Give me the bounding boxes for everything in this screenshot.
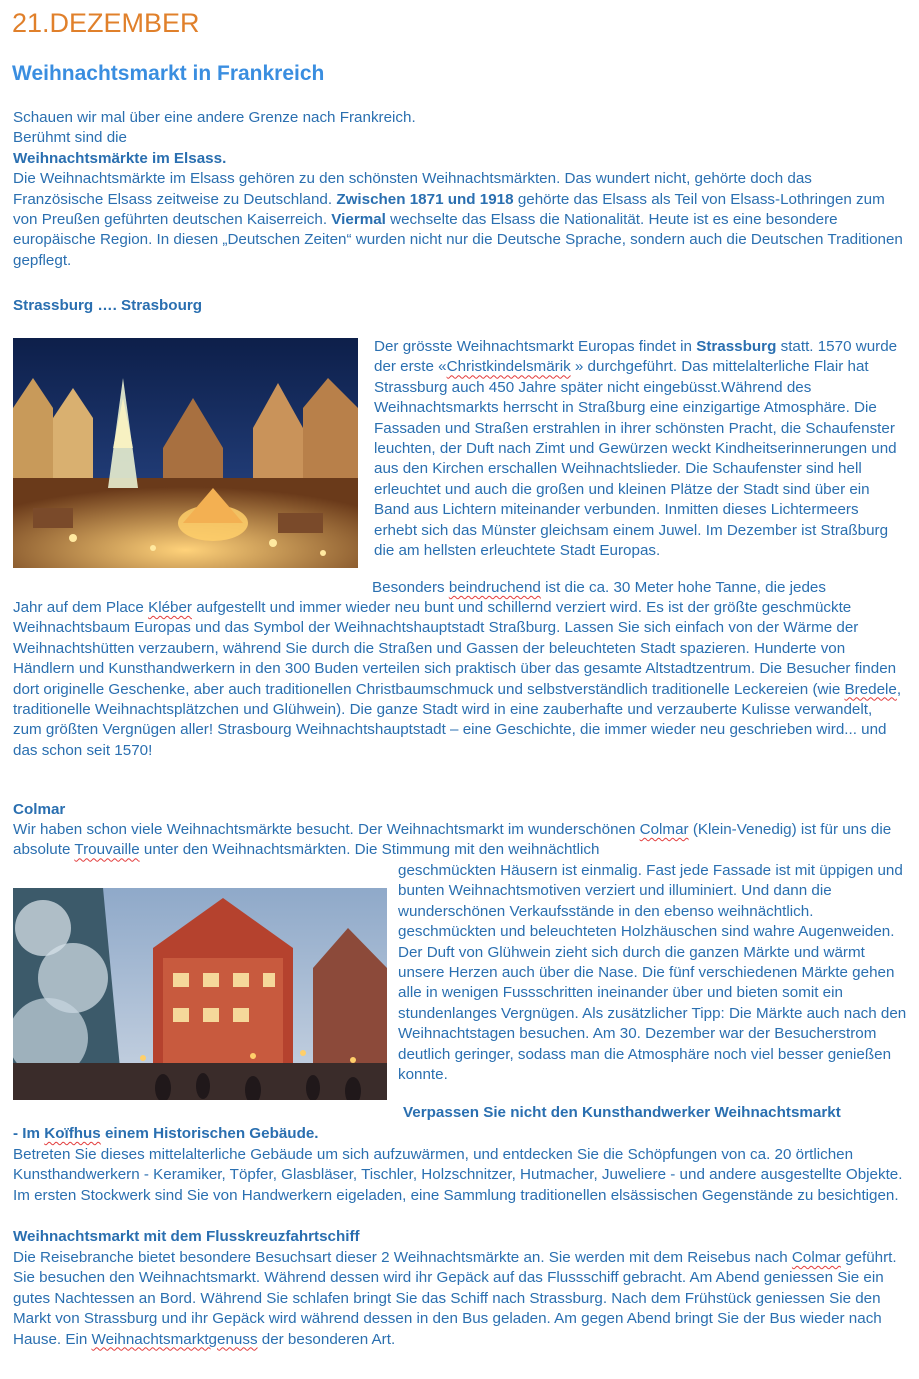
intro-line-2: Berühmt sind die (13, 129, 127, 147)
koifhus-heading: - Im Koïfhus einem Historischen Gebäude. (13, 1125, 319, 1142)
strassburg-paragraph-full: Jahr auf dem Place Kléber aufgestellt und immer wieder neu bunt und schillernd verziert wird. Es ist der größte geschmückte Weihnachtsbaum Europas und das Symbol der Weihnachtshauptstadt Straßburg. Lassen Sie sich einfach von der Wärme der Weihnachtshütten verzaubern, während Sie durch die Straßen und Gassen der beleuchteten Stadt spazieren. Hunderte von Händlern und Kunsthandwerkern in den 300 Buden verteilen sich praktisch über das gesamte Altstadtzentrum. Die Besucher finden dort originelle Geschenke, aber auch traditionellen Christbaumschmuck und selbstverständlich traditionelle Leckereien (wie Bredele, traditionelle Weihnachtsplätzchen und Glühwein). Die ganze Stadt wird in eine zauberhafte und verzauberte Kulisse verwandelt, zum größten Vergnügen aller! Strasbourg Weihnachtshauptstadt – eine Geschichte, die immer wieder neu geschrieben wird... und das schon seit 1570! (13, 599, 902, 759)
elsass-paragraph: Die Weihnachtsmärkte im Elsass gehören zu den schönsten Weihnachtsmärkten. Das wundert nicht, gehörte doch das Französische Elsass zeitweise zu Deutschland. Zwischen 1871 und 1918 gehörte das Elsass als Teil von Elsass-Lothringen zum von Preußen geführten deutschen Kaiserreich. Viermal wechselte das Elsass die Nationalität. Heute ist es eine besondere europäische Region. In diesen „Deutschen Zeiten“ wurden nicht nur die Deutsche Sprache, sondern auch die Deutschen Traditionen gepflegt. (13, 170, 903, 269)
colmar-intro-paragraph: Wir haben schon viele Weihnachtsmärkte besucht. Der Weihnachtsmarkt im wunderschönen Colmar (Klein-Venedig) ist für uns die absolute Trouvaille unter den Weihnachtsmärkten. Die Stimmung mit den weihnächtlich (13, 821, 892, 859)
intro-line-1: Schauen wir mal über eine andere Grenze nach Frankreich. (13, 109, 416, 126)
cruise-heading: Weihnachtsmarkt mit dem Flusskreuzfahrtschiff (13, 1228, 360, 1245)
koifhus-paragraph: Betreten Sie dieses mittelalterliche Gebäude um sich aufzuwärmen, und entdecken Sie die Schöpfungen von ca. 20 örtlichen Kunsthandwerkern - Keramiker, Töpfer, Glasbläser, Tischler, Holzschnitzer, Hutmacher, Juweliere - und andere ausgestellte Objekte. Im ersten Stockwerk sind Sie von Handwerkern eigeladen, eine Sammlung traditionellen elsässischen Gegenstände zu besichtigen. (13, 1146, 903, 1204)
colmar-market-photo (13, 888, 387, 1100)
colmar-kunsthandwerker-heading: Verpassen Sie nicht den Kunsthandwerker Weihnachtsmarkt (403, 1104, 841, 1121)
strassburg-paragraph-tree-line: Besonders beindruchend ist die ca. 30 Meter hohe Tanne, die jedes (372, 579, 826, 596)
intro-section (13, 108, 903, 271)
cruise-paragraph: Die Reisebranche bietet besondere Besuchsart dieser 2 Weihnachtsmärkte an. Sie werden mit dem Reisebus nach Colmar geführt. Sie besuchen den Weihnachtsmarkt. Während dessen wird ihr Gepäck auf das Flussschiff gebracht. Am Abend geniessen Sie ein gutes Nachtessen an Bord. Während Sie schlafen bringt Sie das Schiff nach Strassburg. Nach dem Frühstück geniessen Sie den Markt von Strassburg und ihr Gepäck wird während dessen in den Bus geladen. Am gegen Abend bringt Sie der Bus wieder nach Hause. Ein Weihnachtsmarktgenuss der besonderen Art. (13, 1249, 897, 1348)
colmar-paragraph-side: geschmückten Häusern ist einmalig. Fast jede Fassade ist mit üppigen und bunten Weihnachtsmotiven verziert und illuminiert. Und dann die wunderschönen Verkaufsstände in den ebenso weihnächtlich. geschmückten und beleuchteten Holzhäuschen sind wahre Augenweiden. Der Duft von Glühwein zieht sich durch die ganzen Märkte und wärmt unsere Herzen auch über die Nase. Die fünf verschiedenen Märkte gehen alle in wenigen Fussschritten ineinander über und bieten somit ein stundenlanges Vergnügen. Als zusätzlicher Tipp: Die Märkte auch nach den Weihnachtstagen besuchen. Am 30. Dezember war der Besucherstrom deutlich geringer, sodass man die Atmosphäre noch viel besser genießen konnte. (398, 862, 907, 1084)
main-title: Weihnachtsmarkt in Frankreich (12, 62, 325, 85)
colmar-heading: Colmar (13, 801, 66, 818)
elsass-heading: Weihnachtsmärkte im Elsass. (13, 149, 227, 167)
strasbourg-market-photo (13, 338, 358, 568)
strassburg-paragraph-side: Der grösste Weihnachtsmarkt Europas findet in Strassburg statt. 1570 wurde der erste «Christkindelsmärik » durchgeführt. Das mittelalterliche Flair hat Strassburg auch 450 Jahre später nicht eingebüsst.Während des Weihnachtsmarkts herrscht in Straßburg eine einzigartige Atmosphäre. Die Fassaden und Straßen erstrahlen in ihrer schönsten Pracht, die Schaufenster leuchten, der Duft nach Zimt und Gewürzen weckt Kindheitserinnerungen und aus den Kirchen erschallen Weihnachtslieder. Die Schaufenster sind hell erleuchtet und auch die großen und kleinen Plätze der Stadt sind über ein Band aus Lichtern miteinander verbunden. Inmitten dieses Lichtermeers erhebt sich das Münster gleichsam einem Juwel. Im Dezember ist Straßburg die am hellsten erleuchtete Stadt Europas. (374, 338, 898, 560)
date-title: 21.DEZEMBER (12, 8, 200, 38)
strassburg-heading: Strassburg …. Strasbourg (13, 297, 203, 314)
